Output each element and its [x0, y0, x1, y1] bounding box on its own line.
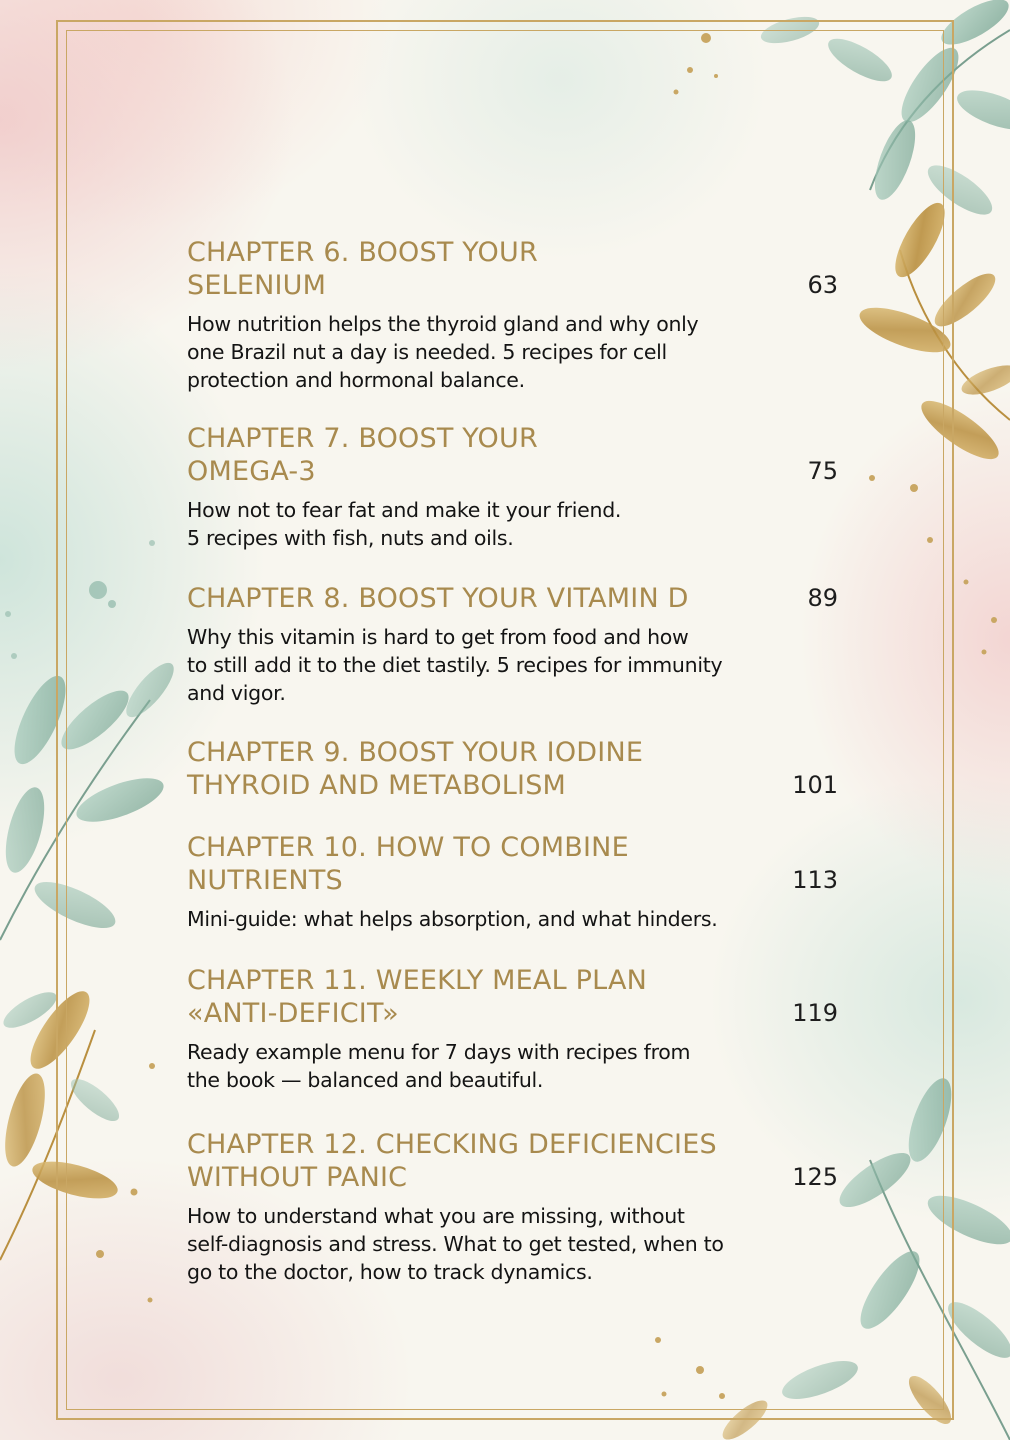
- page-number: 125: [792, 1163, 838, 1191]
- chapter-title: CHAPTER 6. BOOST YOUR SELENIUM: [187, 237, 538, 301]
- toc-entry-chapter-7: [187, 422, 838, 582]
- page-number: 75: [807, 457, 838, 485]
- chapter-description: Ready example menu for 7 days with recipes from the book — balanced and beautiful.: [187, 1040, 691, 1092]
- chapter-description: Why this vitamin is hard to get from food and how to still add it to the diet tastily. 5 recipes for immunity and vigor.: [187, 625, 723, 705]
- page-number: 119: [792, 999, 838, 1027]
- page-number: 113: [792, 866, 838, 894]
- chapter-description: How nutrition helps the thyroid gland and why only one Brazil nut a day is needed. 5 recipes for cell protection and hormonal balance.: [187, 312, 699, 392]
- toc-entry-chapter-9: [187, 736, 838, 831]
- chapter-title: CHAPTER 10. HOW TO COMBINE NUTRIENTS: [187, 832, 629, 896]
- toc-entry-header: [187, 964, 838, 1030]
- chapter-description: Mini-guide: what helps absorption, and what hinders.: [187, 907, 718, 931]
- chapter-description: How to understand what you are missing, without self-diagnosis and stress. What to get tested, when to go to the doctor, how to track dynamics.: [187, 1204, 724, 1284]
- toc-entry-header: [187, 736, 838, 802]
- toc-entry-header: [187, 422, 838, 488]
- chapter-title: CHAPTER 11. WEEKLY MEAL PLAN «ANTI-DEFICIT»: [187, 965, 648, 1029]
- toc-entry-chapter-6: [187, 236, 838, 422]
- chapter-title: CHAPTER 9. BOOST YOUR IODINE THYROID AND METABOLISM: [187, 737, 644, 801]
- toc-entry-chapter-10: [187, 831, 838, 964]
- toc-entry-header: [187, 831, 838, 897]
- toc-entry-header: [187, 1128, 838, 1194]
- toc-entry-chapter-8: [187, 582, 838, 736]
- chapter-title: CHAPTER 12. CHECKING DEFICIENCIES WITHOUT PANIC: [187, 1129, 717, 1193]
- chapter-description: How not to fear fat and make it your friend. 5 recipes with fish, nuts and oils.: [187, 498, 622, 550]
- toc-entry-chapter-12: [187, 1128, 838, 1286]
- page-number: 101: [792, 771, 838, 799]
- toc-entry-header: [187, 236, 838, 302]
- chapter-title: CHAPTER 7. BOOST YOUR OMEGA-3: [187, 423, 538, 487]
- toc-entry-header: [187, 582, 838, 615]
- table-of-contents: [187, 236, 838, 1286]
- toc-entry-chapter-11: [187, 964, 838, 1128]
- page-number: 89: [807, 584, 838, 612]
- page-number: 63: [807, 271, 838, 299]
- chapter-title: CHAPTER 8. BOOST YOUR VITAMIN D: [187, 583, 689, 614]
